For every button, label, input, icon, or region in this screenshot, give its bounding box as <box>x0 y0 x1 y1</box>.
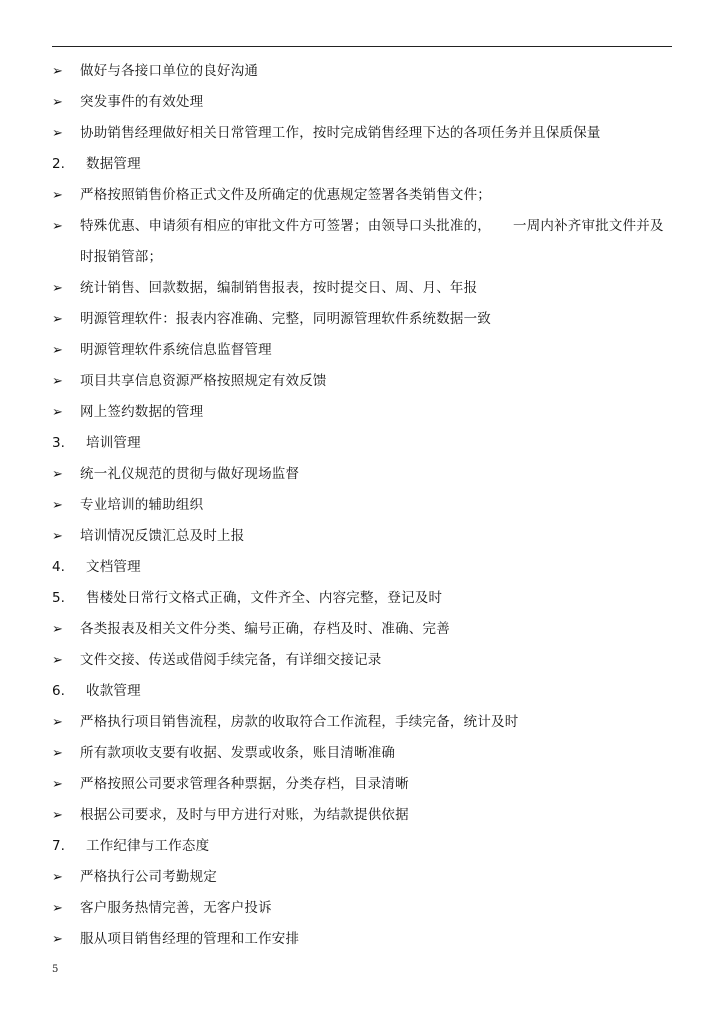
bullet-arrow-icon: ➢ <box>52 312 63 327</box>
continuation-line <box>52 242 682 273</box>
bullet-arrow-icon: ➢ <box>52 95 63 110</box>
bullet-item <box>52 893 682 924</box>
line-text: 根据公司要求，及时与甲方进行对账，为结款提供依据 <box>80 807 409 823</box>
line-text: 文件交接、传送或借阅手续完备，有详细交接记录 <box>80 652 382 668</box>
line-text: 客户服务热情完善，无客户投诉 <box>80 900 272 916</box>
bullet-item <box>52 645 682 676</box>
line-text: 严格按照销售价格正式文件及所确定的优惠规定签署各类销售文件； <box>80 187 491 203</box>
line-text: 数据管理 <box>86 156 141 172</box>
section-number: 5. <box>52 590 65 606</box>
section-heading <box>52 583 682 614</box>
bullet-item <box>52 366 682 397</box>
bullet-item <box>52 738 682 769</box>
line-text: 协助销售经理做好相关日常管理工作，按时完成销售经理下达的各项任务并且保质保量 <box>80 125 601 141</box>
line-text: 统一礼仪规范的贯彻与做好现场监督 <box>80 466 300 482</box>
bullet-arrow-icon: ➢ <box>52 746 63 761</box>
line-text: 严格执行项目销售流程，房款的收取符合工作流程，手续完备，统计及时 <box>80 714 519 730</box>
section-heading <box>52 831 682 862</box>
bullet-arrow-icon: ➢ <box>52 901 63 916</box>
bullet-arrow-icon: ➢ <box>52 405 63 420</box>
page-number: 5 <box>52 964 59 975</box>
line-text: 售楼处日常行文格式正确，文件齐全、内容完整，登记及时 <box>86 590 443 606</box>
line-text: 统计销售、回款数据，编制销售报表，按时提交日、周、月、年报 <box>80 280 478 296</box>
line-text: 文档管理 <box>86 559 141 575</box>
bullet-arrow-icon: ➢ <box>52 777 63 792</box>
bullet-item <box>52 862 682 893</box>
line-text: 严格执行公司考勤规定 <box>80 869 217 885</box>
line-text: 项目共享信息资源严格按照规定有效反馈 <box>80 373 327 389</box>
bullet-item <box>52 211 682 242</box>
bullet-arrow-icon: ➢ <box>52 374 63 389</box>
document-body <box>52 56 682 955</box>
section-heading <box>52 552 682 583</box>
bullet-item <box>52 521 682 552</box>
bullet-item <box>52 397 682 428</box>
line-text: 工作纪律与工作态度 <box>86 838 210 854</box>
line-text: 培训管理 <box>86 435 141 451</box>
bullet-item <box>52 459 682 490</box>
bullet-arrow-icon: ➢ <box>52 343 63 358</box>
bullet-arrow-icon: ➢ <box>52 498 63 513</box>
bullet-item <box>52 56 682 87</box>
bullet-arrow-icon: ➢ <box>52 188 63 203</box>
line-text: 明源管理软件：报表内容准确、完整，同明源管理软件系统数据一致 <box>80 311 491 327</box>
line-text: 突发事件的有效处理 <box>80 94 204 110</box>
bullet-arrow-icon: ➢ <box>52 64 63 79</box>
bullet-arrow-icon: ➢ <box>52 932 63 947</box>
bullet-item <box>52 118 682 149</box>
section-number: 4. <box>52 559 65 575</box>
bullet-item <box>52 273 682 304</box>
bullet-item <box>52 490 682 521</box>
bullet-arrow-icon: ➢ <box>52 653 63 668</box>
line-text: 各类报表及相关文件分类、编号正确，存档及时、准确、完善 <box>80 621 450 637</box>
line-text: 做好与各接口单位的良好沟通 <box>80 63 259 79</box>
bullet-arrow-icon: ➢ <box>52 870 63 885</box>
bullet-item <box>52 924 682 955</box>
section-heading <box>52 676 682 707</box>
line-text: 网上签约数据的管理 <box>80 404 204 420</box>
bullet-item <box>52 614 682 645</box>
bullet-item <box>52 800 682 831</box>
line-text: 所有款项收支要有收据、发票或收条，账目清晰准确 <box>80 745 396 761</box>
section-number: 3. <box>52 435 65 451</box>
header-rule <box>52 46 672 47</box>
line-text: 明源管理软件系统信息监督管理 <box>80 342 272 358</box>
bullet-item <box>52 769 682 800</box>
section-heading <box>52 428 682 459</box>
bullet-arrow-icon: ➢ <box>52 715 63 730</box>
section-number: 2. <box>52 156 65 172</box>
bullet-arrow-icon: ➢ <box>52 808 63 823</box>
line-text: 严格按照公司要求管理各种票据，分类存档，目录清晰 <box>80 776 409 792</box>
bullet-arrow-icon: ➢ <box>52 126 63 141</box>
bullet-item <box>52 707 682 738</box>
line-text: 服从项目销售经理的管理和工作安排 <box>80 931 300 947</box>
bullet-item <box>52 180 682 211</box>
bullet-arrow-icon: ➢ <box>52 219 63 234</box>
line-text: 培训情况反馈汇总及时上报 <box>80 528 245 544</box>
bullet-arrow-icon: ➢ <box>52 529 63 544</box>
section-heading <box>52 149 682 180</box>
section-number: 7. <box>52 838 65 854</box>
bullet-item <box>52 87 682 118</box>
line-text: 特殊优惠、申请须有相应的审批文件方可签署；由领导口头批准的， <box>80 218 491 234</box>
bullet-arrow-icon: ➢ <box>52 467 63 482</box>
bullet-arrow-icon: ➢ <box>52 281 63 296</box>
bullet-arrow-icon: ➢ <box>52 622 63 637</box>
line-text: 时报销管部； <box>80 249 163 265</box>
section-number: 6. <box>52 683 65 699</box>
line-text-continued: 一周内补齐审批文件并及 <box>513 218 664 234</box>
line-text: 收款管理 <box>86 683 141 699</box>
line-text: 专业培训的辅助组织 <box>80 497 204 513</box>
bullet-item <box>52 335 682 366</box>
bullet-item <box>52 304 682 335</box>
